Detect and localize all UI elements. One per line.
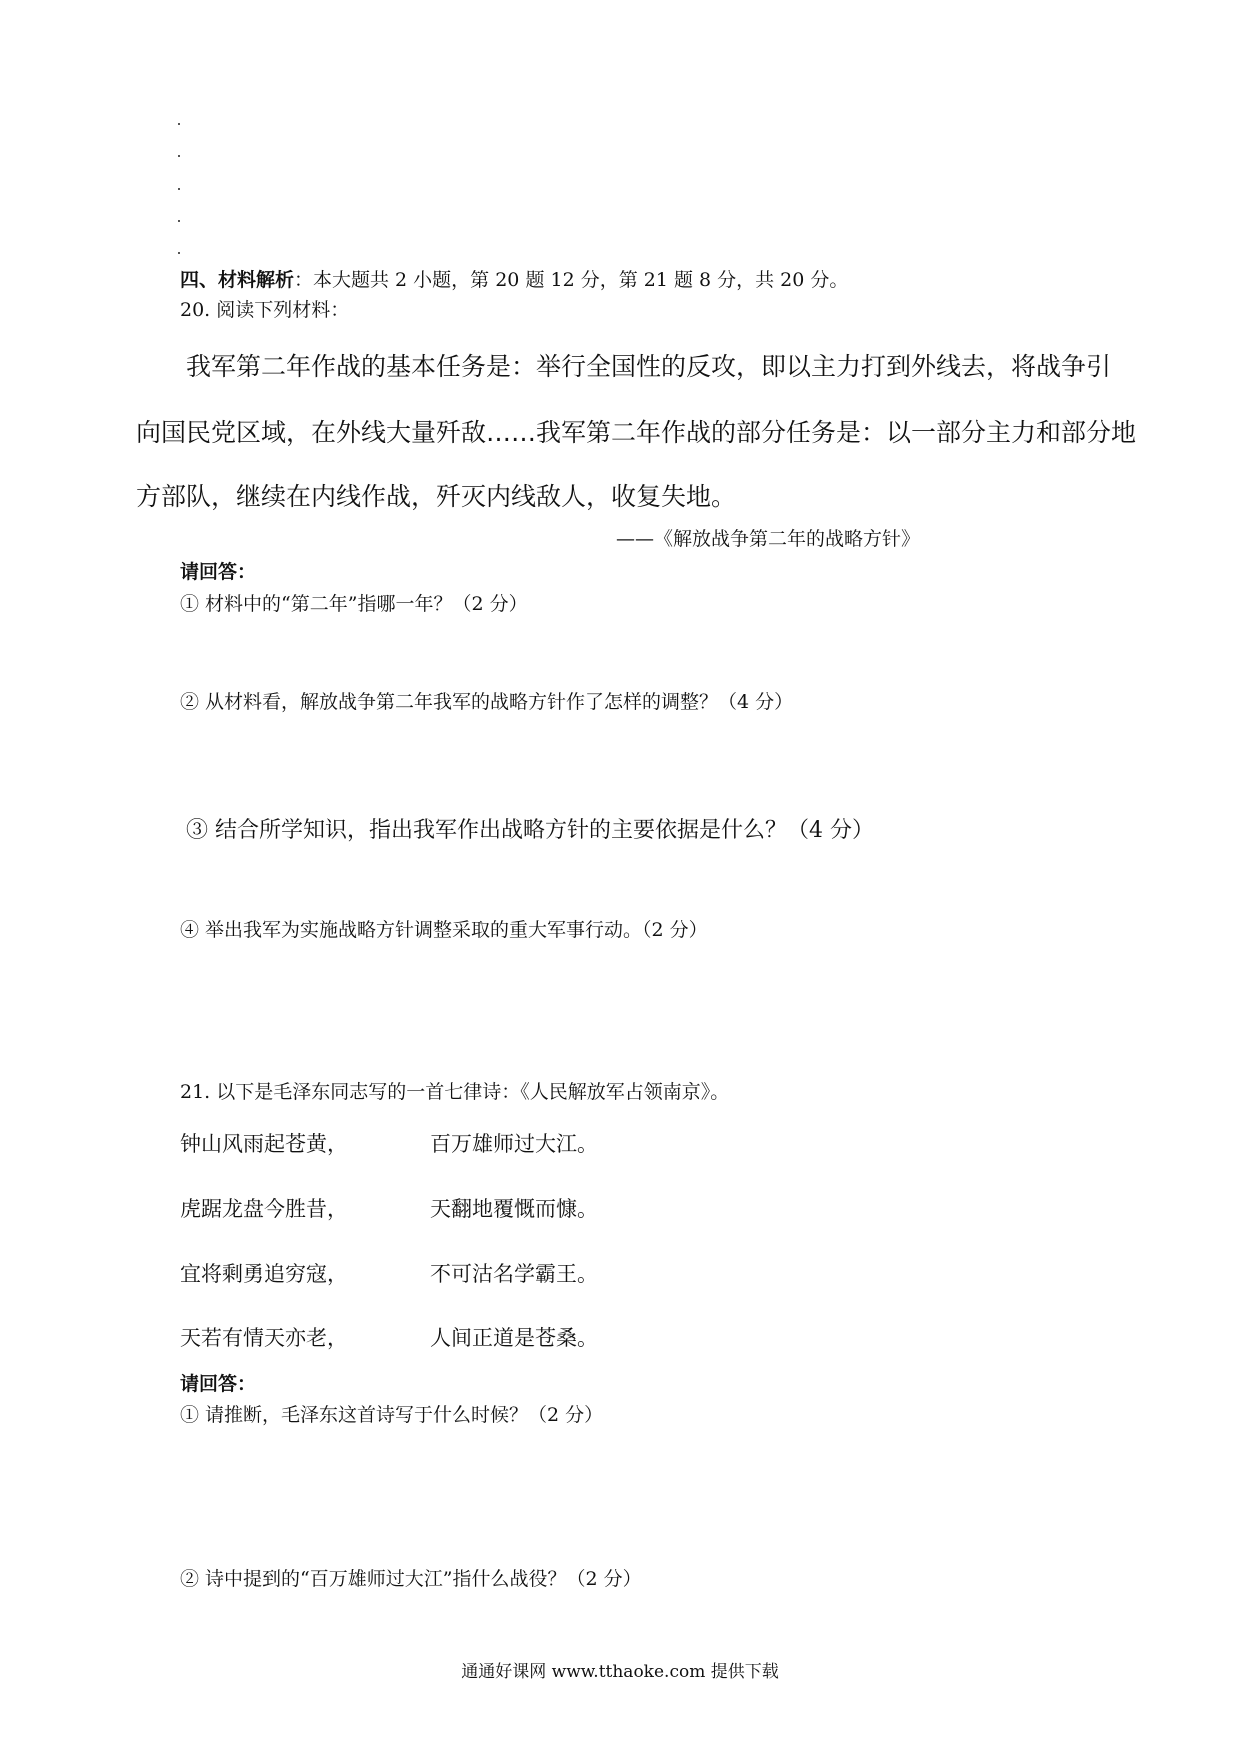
poem-line-3-right: 不可沽名学霸王。 <box>430 1262 598 1286</box>
answer-label: 请回答： <box>180 1373 257 1395</box>
question-20-intro: 20. 阅读下列材料： <box>180 299 350 321</box>
poem-line-3-left: 宜将剩勇追穷寇， <box>180 1262 348 1286</box>
margin-dot <box>178 220 180 222</box>
footer-credit: 通通好课网 www.tthaoke.com 提供下载 <box>461 1662 779 1682</box>
section-heading-row <box>180 268 848 292</box>
question-20-3: ③ 结合所学知识，指出我军作出战略方针的主要依据是什么？（4 分） <box>186 818 874 843</box>
question-21-1: ① 请推断，毛泽东这首诗写于什么时候？（2 分） <box>180 1404 604 1426</box>
question-21-intro: 21. 以下是毛泽东同志写的一首七律诗：《人民解放军占领南京》。 <box>180 1081 730 1103</box>
answer-label: 请回答： <box>180 561 257 583</box>
margin-dot <box>178 252 180 254</box>
margin-dot <box>178 188 180 190</box>
material-line-2: 向国民党区域，在外线大量歼敌……我军第二年作战的部分任务是：以一部分主力和部分地 <box>136 418 1137 447</box>
margin-dot <box>178 155 180 157</box>
margin-dot <box>178 123 180 125</box>
material-line-1: 我军第二年作战的基本任务是：举行全国性的反攻，即以主力打到外线去，将战争引 <box>186 352 1112 381</box>
material-line-3: 方部队，继续在内线作战，歼灭内线敌人，收复失地。 <box>136 482 737 511</box>
question-20-1: ① 材料中的“第二年”指哪一年？（2 分） <box>180 593 528 615</box>
poem-line-2-left: 虎踞龙盘今胜昔， <box>180 1197 348 1221</box>
poem-line-4-left: 天若有情天亦老， <box>180 1326 348 1350</box>
question-20-2: ② 从材料看，解放战争第二年我军的战略方针作了怎样的调整？（4 分） <box>180 691 794 713</box>
question-20-4: ④ 举出我军为实施战略方针调整采取的重大军事行动。（2 分） <box>180 919 708 941</box>
section-description: ：本大题共 2 小题，第 20 题 12 分，第 21 题 8 分，共 20 分。 <box>294 269 849 291</box>
question-21-2: ② 诗中提到的“百万雄师过大江”指什么战役？（2 分） <box>180 1568 642 1590</box>
poem-line-2-right: 天翻地覆慨而慷。 <box>430 1197 598 1221</box>
section-heading: 四、材料解析 <box>180 269 295 291</box>
poem-line-4-right: 人间正道是苍桑。 <box>430 1326 598 1350</box>
poem-line-1-right: 百万雄师过大江。 <box>430 1132 598 1156</box>
material-source: ——《解放战争第二年的战略方针》 <box>616 528 921 550</box>
poem-line-1-left: 钟山风雨起苍黄， <box>180 1132 348 1156</box>
